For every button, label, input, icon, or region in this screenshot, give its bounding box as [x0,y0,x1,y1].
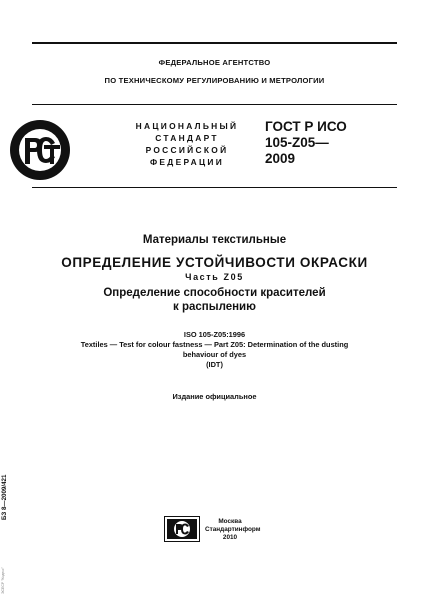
publisher-year: 2010 [222,534,238,541]
subtitle-line-2: к распылению [173,301,256,313]
iso-title-line-2: behaviour of dyes [182,350,247,359]
document-main-title: ОПРЕДЕЛЕНИЕ УСТОЙЧИВОСТИ ОКРАСКИ [61,255,368,270]
designation-divider [32,187,397,188]
national-standard-line-2: СТАНДАРТ [155,133,219,143]
national-standard-line-3: РОССИЙСКОЙ [145,145,229,155]
publisher-name: Стандартинформ [205,526,261,533]
national-standard-line-1: НАЦИОНАЛЬНЫЙ [135,121,239,131]
edge-watermark [1,548,7,594]
top-rule [32,42,397,44]
document-category: Материалы текстильные [142,234,287,246]
publisher-city: Москва [218,518,242,525]
header-divider [32,104,397,105]
publisher-logo [164,516,200,542]
agency-line-1: ФЕДЕРАЛЬНОЕ АГЕНТСТВО [158,58,271,67]
iso-reference [32,330,397,370]
document-subtitle [32,286,397,314]
rst-certification-logo [8,118,72,182]
side-code [1,440,11,520]
publisher-imprint [205,518,261,542]
edge-watermark-text: ЭСЕСР "Кодекс" [1,567,5,594]
iso-equivalence: (IDT) [206,360,223,369]
agency-line-2: ПО ТЕХНИЧЕСКОМУ РЕГУЛИРОВАНИЮ И МЕТРОЛОГИИ [104,76,325,85]
national-standard-label [122,120,252,168]
standard-designation [265,119,347,167]
document-part: Часть Z05 [185,272,244,282]
designation-line-2: 105-Z05— [265,135,329,150]
iso-title-line-1: Textiles — Test for colour fastness — Part Z05: Determination of the dusting [80,340,349,349]
edition-note: Издание официальное [172,392,257,401]
designation-line-3: 2009 [265,151,296,166]
iso-number: ISO 105-Z05:1996 [183,330,246,339]
designation-line-1: ГОСТ Р ИСО [265,119,347,134]
side-code-text: БЗ 8—2009/421 [1,474,8,520]
national-standard-line-4: ФЕДЕРАЦИИ [149,157,225,167]
subtitle-line-1: Определение способности красителей [103,287,326,299]
